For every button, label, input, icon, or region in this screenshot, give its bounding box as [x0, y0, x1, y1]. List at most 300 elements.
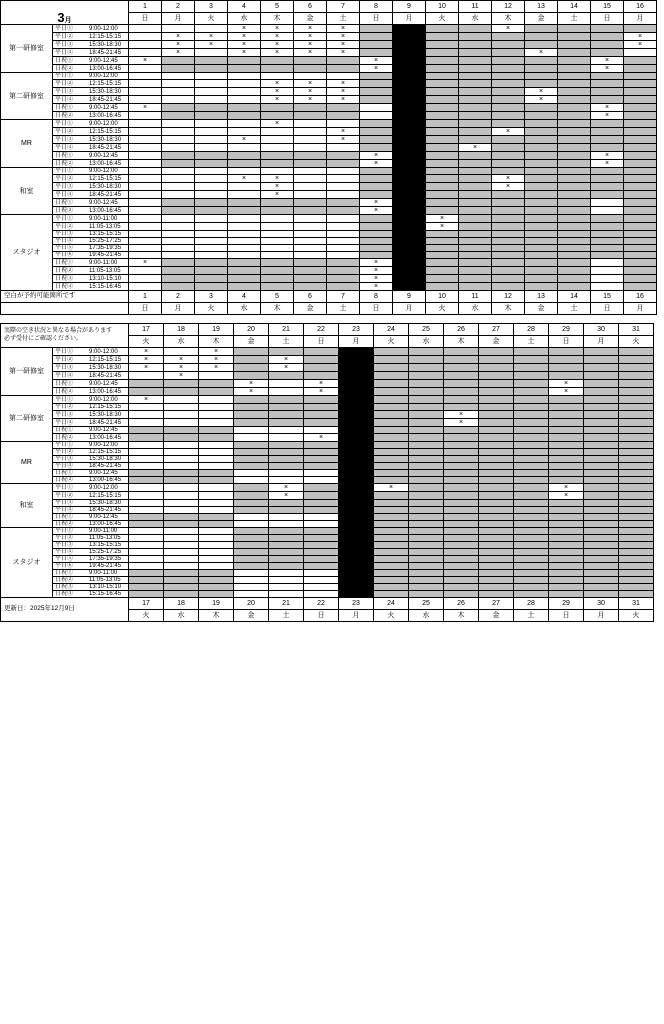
availability-cell[interactable] [426, 104, 459, 112]
availability-cell[interactable] [327, 104, 360, 112]
availability-cell[interactable] [228, 160, 261, 168]
availability-cell[interactable] [624, 223, 657, 231]
availability-cell[interactable] [459, 112, 492, 120]
availability-cell[interactable] [234, 356, 269, 364]
availability-cell[interactable] [444, 396, 479, 404]
availability-cell[interactable]: × [374, 484, 409, 492]
availability-cell[interactable] [584, 396, 619, 404]
availability-cell[interactable] [234, 427, 269, 434]
availability-cell[interactable] [164, 380, 199, 388]
availability-cell[interactable] [374, 442, 409, 449]
availability-cell[interactable] [269, 507, 304, 514]
availability-cell[interactable] [327, 231, 360, 238]
availability-cell[interactable] [584, 528, 619, 535]
availability-cell[interactable] [393, 80, 426, 88]
availability-cell[interactable]: × [492, 175, 525, 183]
availability-cell[interactable] [162, 245, 195, 252]
availability-cell[interactable] [426, 275, 459, 283]
availability-cell[interactable] [624, 152, 657, 160]
availability-cell[interactable] [129, 535, 164, 542]
availability-cell[interactable] [327, 73, 360, 80]
availability-cell[interactable] [525, 238, 558, 245]
availability-cell[interactable] [228, 275, 261, 283]
availability-cell[interactable] [294, 215, 327, 223]
availability-cell[interactable] [269, 556, 304, 563]
availability-cell[interactable] [393, 65, 426, 73]
availability-cell[interactable] [294, 199, 327, 207]
availability-cell[interactable] [619, 591, 654, 598]
availability-cell[interactable] [426, 199, 459, 207]
availability-cell[interactable] [374, 570, 409, 577]
availability-cell[interactable] [360, 215, 393, 223]
availability-cell[interactable] [164, 434, 199, 442]
availability-cell[interactable] [129, 463, 164, 470]
availability-cell[interactable] [339, 388, 374, 396]
availability-cell[interactable] [129, 65, 162, 73]
availability-cell[interactable] [164, 535, 199, 542]
availability-cell[interactable] [195, 223, 228, 231]
availability-cell[interactable] [164, 549, 199, 556]
availability-cell[interactable] [228, 183, 261, 191]
availability-cell[interactable] [129, 73, 162, 80]
availability-cell[interactable] [525, 33, 558, 41]
availability-cell[interactable] [162, 175, 195, 183]
availability-cell[interactable] [549, 584, 584, 591]
availability-cell[interactable] [304, 591, 339, 598]
availability-cell[interactable] [294, 252, 327, 259]
availability-cell[interactable] [426, 191, 459, 199]
availability-cell[interactable] [199, 477, 234, 484]
availability-cell[interactable] [129, 470, 164, 477]
availability-cell[interactable] [374, 514, 409, 521]
availability-cell[interactable] [339, 380, 374, 388]
availability-cell[interactable] [426, 33, 459, 41]
availability-cell[interactable] [129, 245, 162, 252]
availability-cell[interactable] [294, 168, 327, 175]
availability-cell[interactable] [339, 507, 374, 514]
availability-cell[interactable] [195, 160, 228, 168]
availability-cell[interactable] [525, 267, 558, 275]
availability-cell[interactable] [393, 199, 426, 207]
availability-cell[interactable] [339, 411, 374, 419]
availability-cell[interactable] [525, 128, 558, 136]
availability-cell[interactable] [549, 556, 584, 563]
availability-cell[interactable] [234, 556, 269, 563]
availability-cell[interactable] [339, 372, 374, 380]
availability-cell[interactable] [393, 144, 426, 152]
availability-cell[interactable] [514, 427, 549, 434]
availability-cell[interactable] [327, 191, 360, 199]
availability-cell[interactable]: × [327, 128, 360, 136]
availability-cell[interactable] [261, 136, 294, 144]
availability-cell[interactable] [339, 419, 374, 427]
availability-cell[interactable] [624, 267, 657, 275]
availability-cell[interactable] [199, 528, 234, 535]
availability-cell[interactable] [624, 144, 657, 152]
availability-cell[interactable]: × [327, 88, 360, 96]
availability-cell[interactable] [269, 442, 304, 449]
availability-cell[interactable] [393, 112, 426, 120]
availability-cell[interactable] [199, 556, 234, 563]
availability-cell[interactable] [339, 570, 374, 577]
availability-cell[interactable] [525, 207, 558, 215]
availability-cell[interactable] [162, 223, 195, 231]
availability-cell[interactable] [549, 570, 584, 577]
availability-cell[interactable] [393, 231, 426, 238]
availability-cell[interactable] [294, 231, 327, 238]
availability-cell[interactable] [129, 128, 162, 136]
availability-cell[interactable] [228, 112, 261, 120]
availability-cell[interactable] [409, 356, 444, 364]
availability-cell[interactable] [624, 252, 657, 259]
availability-cell[interactable]: × [444, 419, 479, 427]
availability-cell[interactable] [162, 168, 195, 175]
availability-cell[interactable] [327, 152, 360, 160]
availability-cell[interactable]: × [294, 25, 327, 33]
availability-cell[interactable]: × [234, 388, 269, 396]
availability-cell[interactable] [360, 238, 393, 245]
availability-cell[interactable]: × [269, 492, 304, 500]
availability-cell[interactable] [619, 563, 654, 570]
availability-cell[interactable] [584, 477, 619, 484]
availability-cell[interactable] [374, 372, 409, 380]
availability-cell[interactable] [558, 191, 591, 199]
availability-cell[interactable]: × [327, 96, 360, 104]
availability-cell[interactable] [339, 577, 374, 584]
availability-cell[interactable] [327, 252, 360, 259]
availability-cell[interactable] [269, 549, 304, 556]
availability-cell[interactable] [195, 245, 228, 252]
availability-cell[interactable] [327, 112, 360, 120]
availability-cell[interactable] [360, 112, 393, 120]
availability-cell[interactable] [459, 25, 492, 33]
availability-cell[interactable]: × [261, 41, 294, 49]
availability-cell[interactable] [558, 238, 591, 245]
availability-cell[interactable] [444, 427, 479, 434]
availability-cell[interactable] [294, 57, 327, 65]
availability-cell[interactable] [294, 112, 327, 120]
availability-cell[interactable] [584, 549, 619, 556]
availability-cell[interactable] [228, 259, 261, 267]
availability-cell[interactable] [199, 492, 234, 500]
availability-cell[interactable]: × [360, 283, 393, 291]
availability-cell[interactable] [393, 267, 426, 275]
availability-cell[interactable] [393, 160, 426, 168]
availability-cell[interactable] [549, 348, 584, 356]
availability-cell[interactable] [584, 442, 619, 449]
availability-cell[interactable] [479, 396, 514, 404]
availability-cell[interactable] [228, 144, 261, 152]
availability-cell[interactable] [619, 528, 654, 535]
availability-cell[interactable] [591, 175, 624, 183]
availability-cell[interactable] [619, 500, 654, 507]
availability-cell[interactable] [360, 41, 393, 49]
availability-cell[interactable]: × [228, 175, 261, 183]
availability-cell[interactable] [304, 570, 339, 577]
availability-cell[interactable] [549, 449, 584, 456]
availability-cell[interactable] [459, 191, 492, 199]
availability-cell[interactable] [409, 570, 444, 577]
availability-cell[interactable] [228, 104, 261, 112]
availability-cell[interactable] [549, 396, 584, 404]
availability-cell[interactable] [492, 238, 525, 245]
availability-cell[interactable] [558, 96, 591, 104]
availability-cell[interactable] [164, 542, 199, 549]
availability-cell[interactable] [129, 252, 162, 259]
availability-cell[interactable] [619, 396, 654, 404]
availability-cell[interactable] [234, 456, 269, 463]
availability-cell[interactable] [269, 563, 304, 570]
availability-cell[interactable] [164, 449, 199, 456]
availability-cell[interactable] [195, 259, 228, 267]
availability-cell[interactable] [374, 404, 409, 411]
availability-cell[interactable] [360, 96, 393, 104]
availability-cell[interactable] [129, 434, 164, 442]
availability-cell[interactable] [525, 259, 558, 267]
availability-cell[interactable] [492, 259, 525, 267]
availability-cell[interactable] [129, 380, 164, 388]
availability-cell[interactable] [426, 252, 459, 259]
availability-cell[interactable]: × [360, 160, 393, 168]
availability-cell[interactable] [514, 456, 549, 463]
availability-cell[interactable] [360, 168, 393, 175]
availability-cell[interactable]: × [624, 33, 657, 41]
availability-cell[interactable] [234, 577, 269, 584]
availability-cell[interactable] [459, 57, 492, 65]
availability-cell[interactable] [199, 507, 234, 514]
availability-cell[interactable] [426, 259, 459, 267]
availability-cell[interactable] [234, 591, 269, 598]
availability-cell[interactable] [129, 136, 162, 144]
availability-cell[interactable] [558, 183, 591, 191]
availability-cell[interactable] [199, 591, 234, 598]
availability-cell[interactable] [409, 419, 444, 427]
availability-cell[interactable] [129, 168, 162, 175]
availability-cell[interactable]: × [591, 65, 624, 73]
availability-cell[interactable] [162, 267, 195, 275]
availability-cell[interactable] [409, 388, 444, 396]
availability-cell[interactable] [393, 120, 426, 128]
availability-cell[interactable] [234, 584, 269, 591]
availability-cell[interactable] [619, 348, 654, 356]
availability-cell[interactable] [129, 514, 164, 521]
availability-cell[interactable] [393, 238, 426, 245]
availability-cell[interactable] [619, 584, 654, 591]
availability-cell[interactable] [294, 183, 327, 191]
availability-cell[interactable] [549, 591, 584, 598]
availability-cell[interactable] [558, 80, 591, 88]
availability-cell[interactable] [294, 73, 327, 80]
availability-cell[interactable] [584, 542, 619, 549]
availability-cell[interactable] [591, 49, 624, 57]
availability-cell[interactable] [514, 556, 549, 563]
availability-cell[interactable] [304, 427, 339, 434]
availability-cell[interactable] [339, 404, 374, 411]
availability-cell[interactable]: × [327, 25, 360, 33]
availability-cell[interactable]: × [129, 356, 164, 364]
availability-cell[interactable] [304, 549, 339, 556]
availability-cell[interactable] [129, 183, 162, 191]
availability-cell[interactable] [584, 364, 619, 372]
availability-cell[interactable] [584, 584, 619, 591]
availability-cell[interactable] [558, 128, 591, 136]
availability-cell[interactable] [327, 238, 360, 245]
availability-cell[interactable] [492, 57, 525, 65]
availability-cell[interactable] [492, 33, 525, 41]
availability-cell[interactable]: × [360, 57, 393, 65]
availability-cell[interactable] [459, 199, 492, 207]
availability-cell[interactable] [294, 275, 327, 283]
availability-cell[interactable] [199, 442, 234, 449]
availability-cell[interactable] [558, 168, 591, 175]
availability-cell[interactable] [549, 521, 584, 528]
availability-cell[interactable] [549, 507, 584, 514]
availability-cell[interactable] [479, 380, 514, 388]
availability-cell[interactable] [162, 231, 195, 238]
availability-cell[interactable] [409, 542, 444, 549]
availability-cell[interactable] [195, 57, 228, 65]
availability-cell[interactable] [514, 449, 549, 456]
availability-cell[interactable] [459, 136, 492, 144]
availability-cell[interactable] [479, 434, 514, 442]
availability-cell[interactable] [525, 104, 558, 112]
availability-cell[interactable] [591, 25, 624, 33]
availability-cell[interactable] [393, 49, 426, 57]
availability-cell[interactable] [164, 591, 199, 598]
availability-cell[interactable] [584, 356, 619, 364]
availability-cell[interactable] [591, 33, 624, 41]
availability-cell[interactable]: × [591, 160, 624, 168]
availability-cell[interactable] [269, 449, 304, 456]
availability-cell[interactable] [479, 570, 514, 577]
availability-cell[interactable] [584, 591, 619, 598]
availability-cell[interactable] [514, 419, 549, 427]
availability-cell[interactable]: × [269, 484, 304, 492]
availability-cell[interactable] [514, 380, 549, 388]
availability-cell[interactable] [339, 492, 374, 500]
availability-cell[interactable] [360, 183, 393, 191]
availability-cell[interactable] [514, 535, 549, 542]
availability-cell[interactable] [584, 514, 619, 521]
availability-cell[interactable]: × [549, 492, 584, 500]
availability-cell[interactable] [294, 104, 327, 112]
availability-cell[interactable] [339, 463, 374, 470]
availability-cell[interactable] [261, 128, 294, 136]
availability-cell[interactable] [591, 183, 624, 191]
availability-cell[interactable] [444, 492, 479, 500]
availability-cell[interactable] [591, 259, 624, 267]
availability-cell[interactable]: × [129, 396, 164, 404]
availability-cell[interactable] [393, 245, 426, 252]
availability-cell[interactable]: × [162, 49, 195, 57]
availability-cell[interactable] [409, 449, 444, 456]
availability-cell[interactable] [444, 500, 479, 507]
availability-cell[interactable] [261, 215, 294, 223]
availability-cell[interactable] [584, 449, 619, 456]
availability-cell[interactable] [459, 183, 492, 191]
availability-cell[interactable] [234, 492, 269, 500]
availability-cell[interactable]: × [164, 364, 199, 372]
availability-cell[interactable] [619, 456, 654, 463]
availability-cell[interactable] [426, 144, 459, 152]
availability-cell[interactable] [514, 442, 549, 449]
availability-cell[interactable] [525, 25, 558, 33]
availability-cell[interactable] [129, 427, 164, 434]
availability-cell[interactable] [591, 223, 624, 231]
availability-cell[interactable] [195, 238, 228, 245]
availability-cell[interactable]: × [269, 364, 304, 372]
availability-cell[interactable] [294, 207, 327, 215]
availability-cell[interactable] [327, 168, 360, 175]
availability-cell[interactable]: × [549, 484, 584, 492]
availability-cell[interactable] [304, 419, 339, 427]
availability-cell[interactable] [525, 144, 558, 152]
availability-cell[interactable] [228, 65, 261, 73]
availability-cell[interactable] [619, 507, 654, 514]
availability-cell[interactable]: × [261, 80, 294, 88]
availability-cell[interactable] [162, 25, 195, 33]
availability-cell[interactable] [459, 175, 492, 183]
availability-cell[interactable] [426, 41, 459, 49]
availability-cell[interactable] [426, 88, 459, 96]
availability-cell[interactable] [459, 267, 492, 275]
availability-cell[interactable] [479, 364, 514, 372]
availability-cell[interactable] [304, 396, 339, 404]
availability-cell[interactable] [558, 283, 591, 291]
availability-cell[interactable] [374, 477, 409, 484]
availability-cell[interactable] [444, 563, 479, 570]
availability-cell[interactable] [195, 152, 228, 160]
availability-cell[interactable] [591, 191, 624, 199]
availability-cell[interactable] [558, 65, 591, 73]
availability-cell[interactable] [129, 49, 162, 57]
availability-cell[interactable] [393, 283, 426, 291]
availability-cell[interactable] [591, 207, 624, 215]
availability-cell[interactable] [549, 500, 584, 507]
availability-cell[interactable]: × [304, 388, 339, 396]
availability-cell[interactable] [619, 364, 654, 372]
availability-cell[interactable] [459, 49, 492, 57]
availability-cell[interactable] [492, 199, 525, 207]
availability-cell[interactable] [409, 396, 444, 404]
availability-cell[interactable] [549, 372, 584, 380]
availability-cell[interactable] [479, 556, 514, 563]
availability-cell[interactable] [304, 528, 339, 535]
availability-cell[interactable] [261, 267, 294, 275]
availability-cell[interactable] [584, 484, 619, 492]
availability-cell[interactable] [426, 231, 459, 238]
availability-cell[interactable] [199, 514, 234, 521]
availability-cell[interactable]: × [294, 96, 327, 104]
availability-cell[interactable] [492, 80, 525, 88]
availability-cell[interactable] [374, 463, 409, 470]
availability-cell[interactable] [444, 584, 479, 591]
availability-cell[interactable] [549, 427, 584, 434]
availability-cell[interactable] [129, 528, 164, 535]
availability-cell[interactable] [492, 144, 525, 152]
availability-cell[interactable] [459, 223, 492, 231]
availability-cell[interactable] [199, 456, 234, 463]
availability-cell[interactable] [492, 96, 525, 104]
availability-cell[interactable] [374, 500, 409, 507]
availability-cell[interactable] [129, 41, 162, 49]
availability-cell[interactable] [558, 275, 591, 283]
availability-cell[interactable] [228, 252, 261, 259]
availability-cell[interactable] [360, 120, 393, 128]
availability-cell[interactable] [269, 427, 304, 434]
availability-cell[interactable] [129, 549, 164, 556]
availability-cell[interactable] [409, 348, 444, 356]
